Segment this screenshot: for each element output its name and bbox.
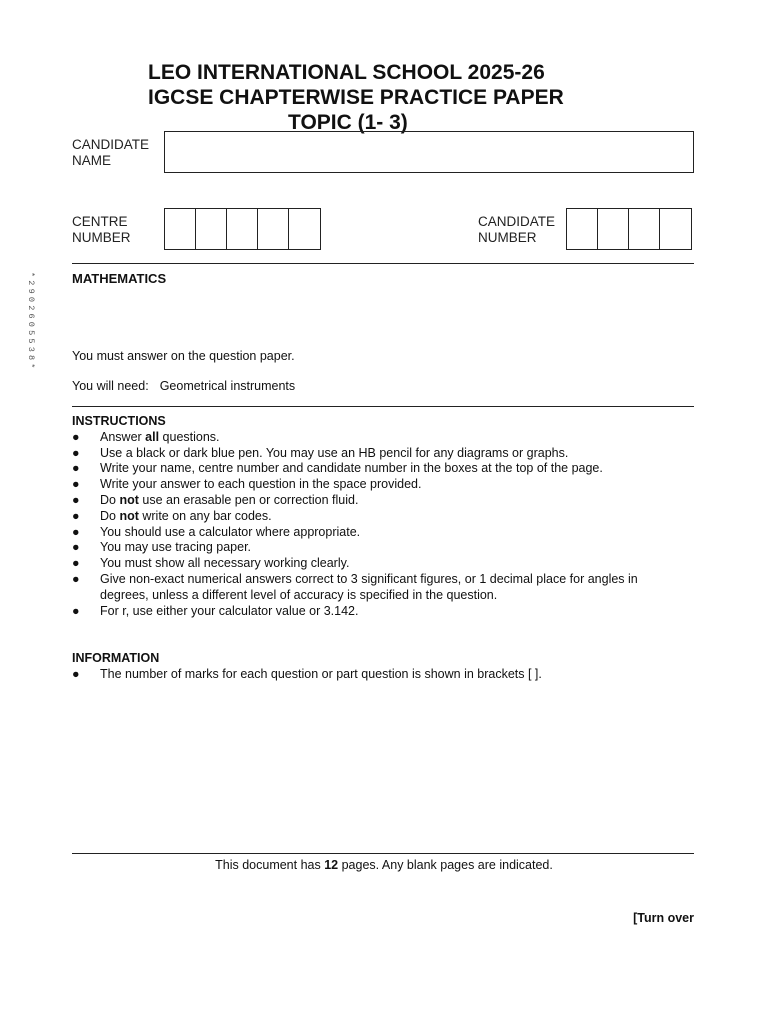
- bullet-icon: ●: [72, 556, 80, 571]
- turn-over: [Turn over: [633, 911, 694, 925]
- bullet-icon: ●: [72, 492, 80, 507]
- bullet-icon: ●: [72, 524, 80, 539]
- information-list: [72, 667, 672, 683]
- instructions-section: [72, 414, 672, 619]
- bullet-icon: ●: [72, 540, 80, 555]
- divider-bottom: [72, 853, 694, 854]
- candidate-number-cell[interactable]: [629, 209, 660, 249]
- list-item: ● You may use tracing paper.: [72, 540, 252, 555]
- bullet-icon: ●: [72, 603, 80, 618]
- topic-title: TOPIC (1- 3): [288, 111, 408, 134]
- centre-number-cell[interactable]: [196, 209, 227, 249]
- candidate-name-box[interactable]: [164, 131, 694, 173]
- information-heading: INFORMATION: [72, 651, 160, 665]
- bullet-icon: ●: [72, 508, 80, 523]
- candidate-number-boxes[interactable]: [566, 208, 692, 250]
- instructions-heading: INSTRUCTIONS: [72, 414, 166, 428]
- bullet-icon: ●: [72, 666, 80, 681]
- candidate-number-label: CANDIDATE NUMBER: [478, 214, 556, 245]
- bullet-icon: ●: [72, 461, 80, 476]
- centre-number-boxes[interactable]: [164, 208, 321, 250]
- centre-number-cell[interactable]: [165, 209, 196, 249]
- centre-number-cell[interactable]: [227, 209, 258, 249]
- list-item: ● Use a black or dark blue pen. You may use an HB pencil for any diagrams or graphs.: [72, 445, 569, 460]
- list-item: ● For r, use either your calculator value or 3.142.: [72, 603, 359, 618]
- list-item: ● Write your name, centre number and candidate number in the boxes at the top of the page.: [72, 461, 603, 476]
- centre-number-cell[interactable]: [289, 209, 320, 249]
- list-item: ● You should use a calculator where appropriate.: [72, 524, 361, 539]
- paper-title: IGCSE CHAPTERWISE PRACTICE PAPER: [148, 86, 564, 109]
- list-item: ● Answer all questions.: [72, 429, 220, 444]
- bullet-icon: ●: [72, 445, 80, 460]
- candidate-number-cell[interactable]: [567, 209, 598, 249]
- you-will-need: You will need: Geometrical instruments: [72, 379, 296, 393]
- information-section: [72, 651, 672, 683]
- centre-number-label: CENTRE NUMBER: [72, 214, 131, 245]
- candidate-number-cell[interactable]: [660, 209, 691, 249]
- centre-number-cell[interactable]: [258, 209, 289, 249]
- page-count-note: This document has 12 pages. Any blank pages are indicated.: [215, 858, 553, 872]
- list-item: ● Do not use an erasable pen or correction fluid.: [72, 492, 359, 507]
- bullet-icon: ●: [72, 571, 80, 586]
- answer-note: You must answer on the question paper.: [72, 349, 295, 363]
- school-title: LEO INTERNATIONAL SCHOOL 2025-26: [148, 61, 545, 84]
- subject-heading: MATHEMATICS: [72, 271, 167, 286]
- divider-top: [72, 263, 694, 264]
- candidate-number-cell[interactable]: [598, 209, 629, 249]
- bullet-icon: ●: [72, 429, 80, 444]
- list-item: ● You must show all necessary working clearly.: [72, 556, 350, 571]
- bullet-icon: ●: [72, 477, 80, 492]
- barcode-text: *2902605538*: [26, 272, 36, 372]
- list-item: ● The number of marks for each question or part question is shown in brackets [ ].: [72, 666, 542, 681]
- candidate-name-label: CANDIDATE NAME: [72, 137, 150, 168]
- list-item: ● Write your answer to each question in the space provided.: [72, 477, 422, 492]
- list-item: ● Do not write on any bar codes.: [72, 508, 272, 523]
- instructions-list: [72, 430, 672, 620]
- list-item: ● Give non-exact numerical answers correct to 3 significant figures, or 1 decimal place for angles in degrees, unless a different level of accuracy is specified in the question.: [72, 571, 638, 602]
- divider-middle: [72, 406, 694, 407]
